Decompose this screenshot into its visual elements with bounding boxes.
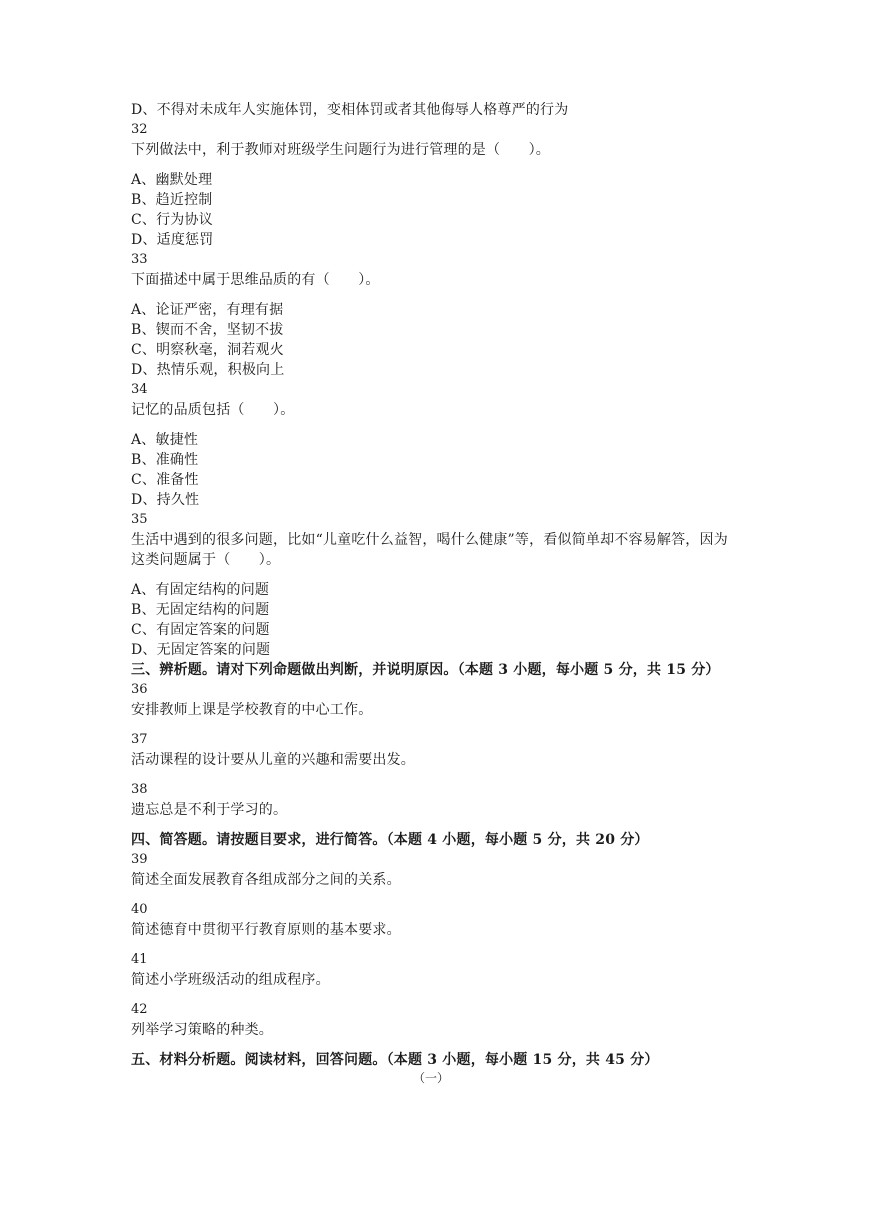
question-number-36: 36 [131,682,148,697]
section-heading-4: 四、简答题。请按题目要求，进行简答。（本题 4 小题，每小题 5 分，共 20 分） [131,832,649,848]
question-number-34: 34 [131,382,148,397]
question-stem-40: 简述德育中贯彻平行教育原则的基本要求。 [131,922,401,938]
question-number-32: 32 [131,122,148,137]
question-stem-36: 安排教师上课是学校教育的中心工作。 [131,702,373,718]
option-c-35: C、有固定答案的问题 [131,622,270,638]
option-d-33: D、热情乐观，积极向上 [131,362,285,378]
question-stem-37: 活动课程的设计要从儿童的兴趣和需要出发。 [131,752,415,768]
question-stem-34: 记忆的品质包括（ ）。 [131,402,295,418]
option-a-34: A、敏捷性 [131,432,199,448]
question-number-39: 39 [131,852,148,867]
question-number-40: 40 [131,902,148,917]
option-d-35: D、无固定答案的问题 [131,642,271,658]
option-b-33: B、锲而不舍，坚韧不拔 [131,322,284,338]
question-stem-39: 简述全面发展教育各组成部分之间的关系。 [131,872,401,888]
question-number-42: 42 [131,1002,148,1017]
question-stem-35: 生活中遇到的很多问题，比如“儿童吃什么益智，喝什么健康”等，看似简单却不容易解答，因为这类问题属于（ ）。 [131,532,728,568]
option-c-33: C、明察秋毫，洞若观火 [131,342,284,358]
option-c-32: C、行为协议 [131,212,213,228]
material-part-label: （一） [412,1071,449,1085]
question-stem-41: 简述小学班级活动的组成程序。 [131,972,330,988]
question-number-37: 37 [131,732,148,747]
option-a-33: A、论证严密，有理有据 [131,302,284,318]
question-number-38: 38 [131,782,148,797]
section-heading-5: 五、材料分析题。阅读材料，回答问题。（本题 3 小题，每小题 15 分，共 45 分） [131,1052,659,1068]
question-stem-33: 下面描述中属于思维品质的有（ ）。 [131,272,380,288]
option-b-35: B、无固定结构的问题 [131,602,270,618]
question-number-41: 41 [131,952,148,967]
option-a-35: A、有固定结构的问题 [131,582,270,598]
question-stem-38: 遗忘总是不利于学习的。 [131,802,288,818]
question-stem-32: 下列做法中，利于教师对班级学生问题行为进行管理的是（ ）。 [131,142,550,158]
option-b-34: B、准确性 [131,452,199,468]
option-d-31: D、不得对未成年人实施体罚，变相体罚或者其他侮辱人格尊严的行为 [131,102,569,118]
question-number-33: 33 [131,252,148,267]
option-d-34: D、持久性 [131,492,200,508]
question-stem-42: 列举学习策略的种类。 [131,1022,273,1038]
option-c-34: C、准备性 [131,472,199,488]
option-d-32: D、适度惩罚 [131,232,214,248]
option-b-32: B、趋近控制 [131,192,213,208]
document-page [131,100,731,1086]
question-number-35: 35 [131,512,148,527]
option-a-32: A、幽默处理 [131,172,213,188]
section-heading-3: 三、辨析题。请对下列命题做出判断，并说明原因。（本题 3 小题，每小题 5 分，共 15 分） [131,662,720,678]
